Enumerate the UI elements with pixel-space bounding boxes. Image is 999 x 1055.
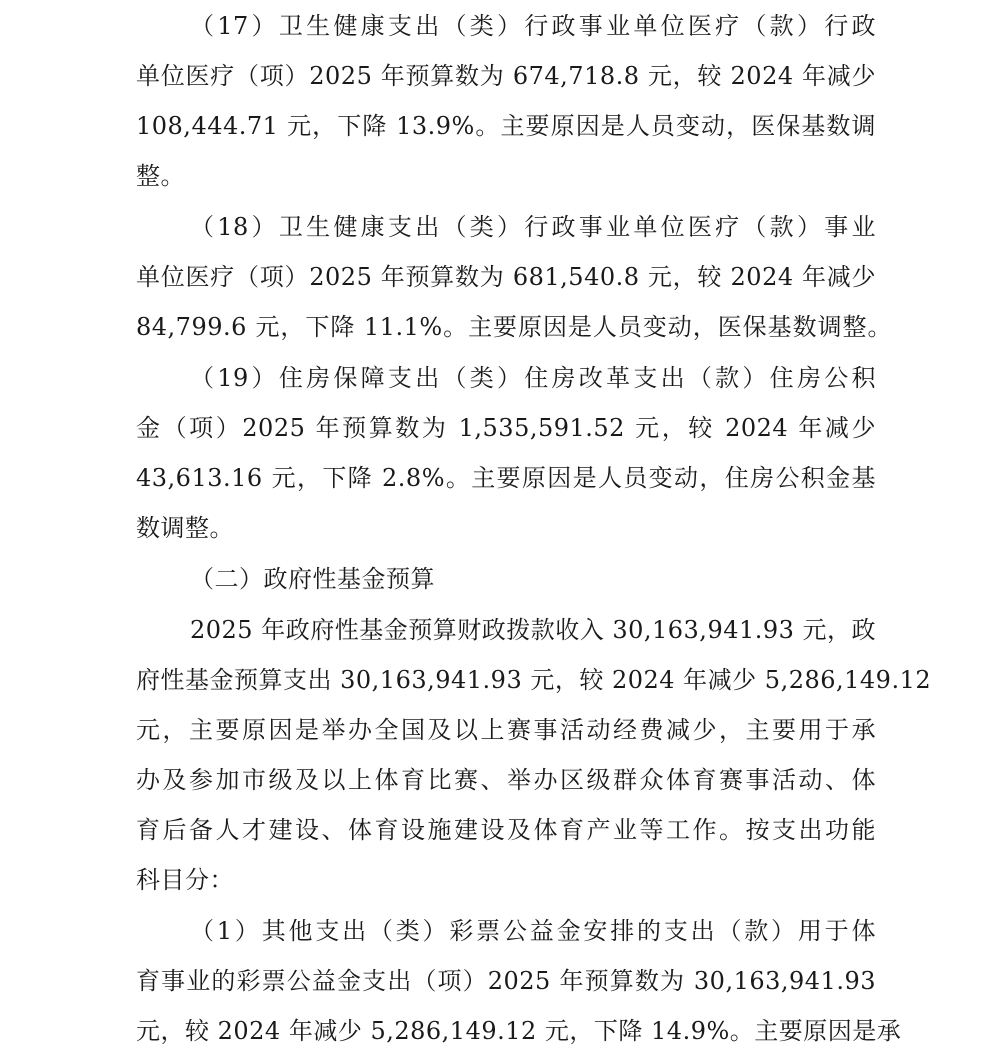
p19-line-4: 数调整。 xyxy=(136,514,234,542)
p18-line-2: 单位医疗（项）2025 年预算数为 681,540.8 元，较 2024 年减少 xyxy=(136,263,876,291)
fund-summary-line-3: 元，主要原因是举办全国及以上赛事活动经费减少，主要用于承 xyxy=(136,716,876,744)
p17-line-4: 整。 xyxy=(136,162,185,190)
fund-summary-line-6: 科目分： xyxy=(136,866,234,894)
p17-line-2: 单位医疗（项）2025 年预算数为 674,718.8 元，较 2024 年减少 xyxy=(136,62,876,90)
p19-line-2: 金（项）2025 年预算数为 1,535,591.52 元，较 2024 年减少 xyxy=(136,414,876,442)
p18-line-1: （18）卫生健康支出（类）行政事业单位医疗（款）事业 xyxy=(190,213,876,241)
fund-item-1-line-3: 元，较 2024 年减少 5,286,149.12 元，下降 14.9%。主要原因是承 xyxy=(136,1017,902,1045)
p17-line-1: （17）卫生健康支出（类）行政事业单位医疗（款）行政 xyxy=(190,12,876,40)
p19-line-3: 43,613.16 元，下降 2.8%。主要原因是人员变动，住房公积金基 xyxy=(136,464,876,492)
p19-line-1: （19）住房保障支出（类）住房改革支出（款）住房公积 xyxy=(190,364,876,392)
fund-summary-line-2: 府性基金预算支出 30,163,941.93 元，较 2024 年减少 5,286,149.12 xyxy=(136,666,932,694)
p17-line-3: 108,444.71 元，下降 13.9%。主要原因是人员变动，医保基数调 xyxy=(136,112,876,140)
fund-summary-line-4: 办及参加市级及以上体育比赛、举办区级群众体育赛事活动、体 xyxy=(136,766,876,794)
section-heading: （二）政府性基金预算 xyxy=(190,565,435,593)
fund-item-1-line-1: （1）其他支出（类）彩票公益金安排的支出（款）用于体 xyxy=(190,917,876,945)
fund-summary-line-5: 育后备人才建设、体育设施建设及体育产业等工作。按支出功能 xyxy=(136,816,876,844)
fund-summary-line-1: 2025 年政府性基金预算财政拨款收入 30,163,941.93 元，政 xyxy=(190,616,877,644)
fund-item-1-line-2: 育事业的彩票公益金支出（项）2025 年预算数为 30,163,941.93 xyxy=(136,967,876,995)
p18-line-3: 84,799.6 元，下降 11.1%。主要原因是人员变动，医保基数调整。 xyxy=(136,313,892,341)
